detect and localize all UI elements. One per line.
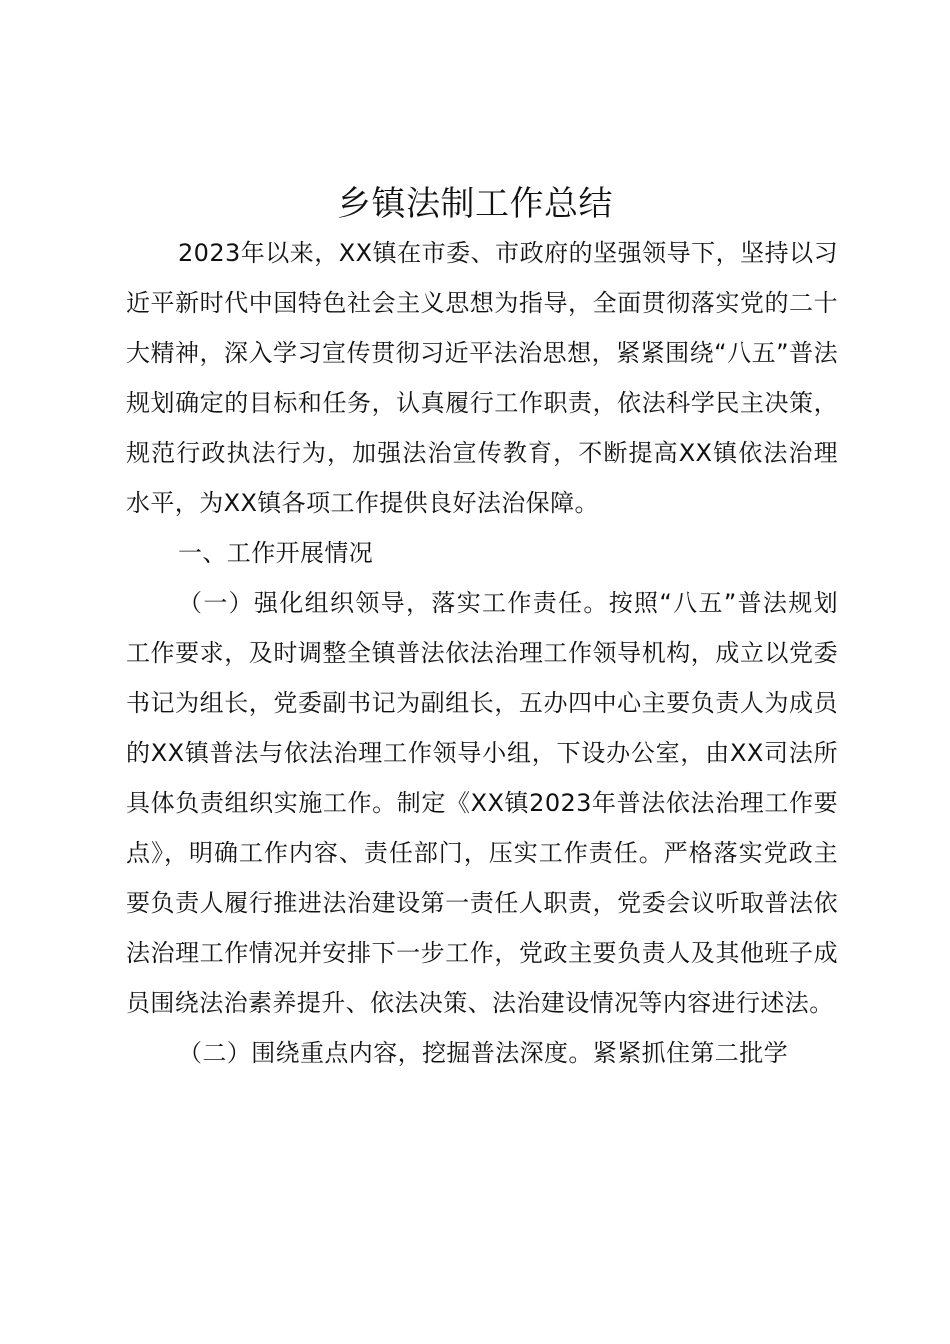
item-1-paragraph: （一）强化组织领导，落实工作责任。按照“八五”普法规划工作要求，及时调整全镇普法依法治理工作领导机构，成立以党委书记为组长，党委副书记为副组长，五办四中心主要负责人为成员的XX镇普法与依法治理工作领导小组，下设办公室，由XX司法所具体负责组织实施工作。制定《XX镇2023年普法依法治理工作要点》，明确工作内容、责任部门，压实工作责任。严格落实党政主要负责人履行推进法治建设第一责任人职责，党委会议听取普法依法治理工作情况并安排下一步工作，党政主要负责人及其他班子成员围绕法治素养提升、依法决策、法治建设情况等内容进行述法。 (126, 589, 838, 1017)
intro-paragraph: 2023年以来，XX镇在市委、市政府的坚强领导下，坚持以习近平新时代中国特色社会主义思想为指导，全面贯彻落实党的二十大精神，深入学习宣传贯彻习近平法治思想，紧紧围绕“八五”普法规划确定的目标和任务，认真履行工作职责，依法科学民主决策，规范行政执法行为，加强法治宣传教育，不断提高XX镇依法治理水平，为XX镇各项工作提供良好法治保障。 (126, 239, 838, 517)
document-body (126, 228, 838, 1078)
document-title: 乡镇法制工作总结 (337, 184, 613, 224)
item-2-paragraph: （二）围绕重点内容，挖掘普法深度。紧紧抓住第二批学 (178, 1039, 788, 1067)
section-heading: 一、工作开展情况 (178, 539, 374, 567)
